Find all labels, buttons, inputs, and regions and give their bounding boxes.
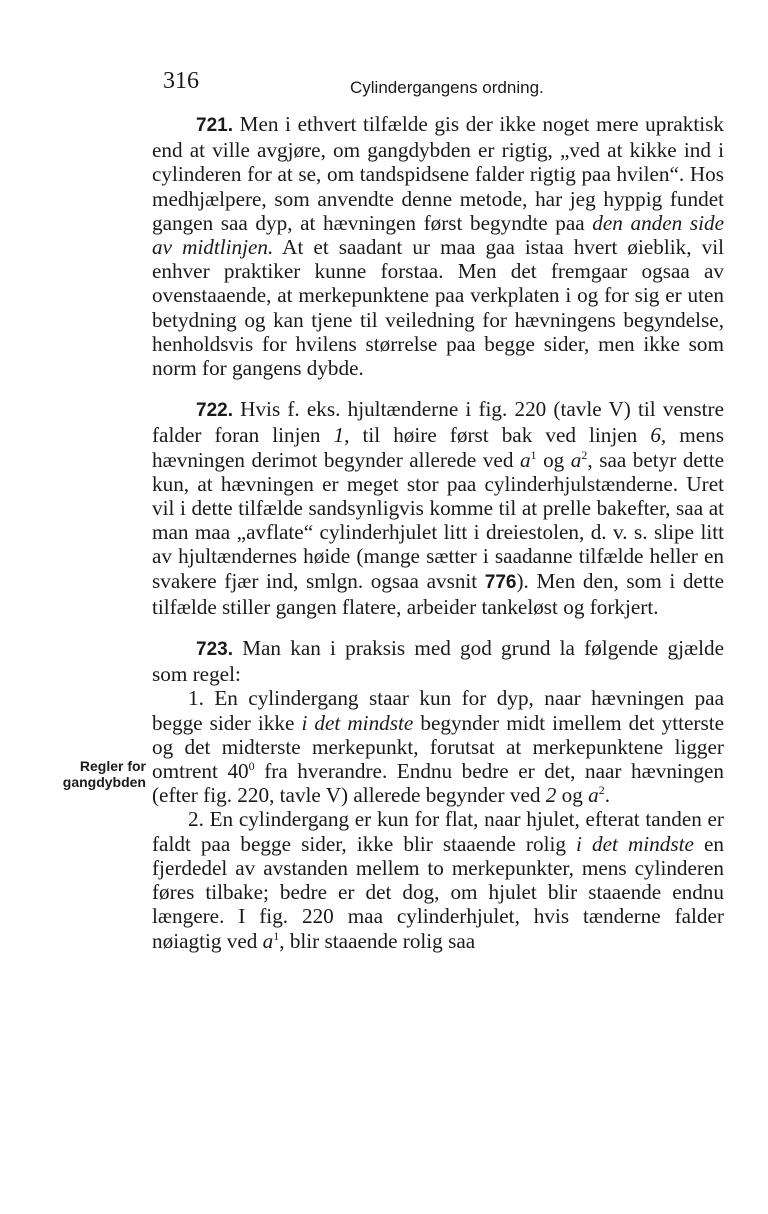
paragraph-723: [152, 636, 724, 686]
italic-text: a: [588, 783, 599, 808]
text: en fjerdedel av avstanden mellem to merkepunkter, mens cylinderen føres tilbake; bedre er det dog, om hjulet blir staaende endnu længere. I fig. 220 maa cylinderhjulet, hvis tænderne falder nøiagtig ved: [152, 831, 724, 953]
paragraph-722: [152, 397, 724, 619]
text: , blir staaende rolig saa: [279, 928, 476, 953]
rule-1: [152, 686, 724, 807]
section-number-723: 723.: [196, 639, 233, 661]
section-reference: 776: [484, 571, 517, 593]
superscript: 2: [581, 447, 588, 462]
italic-text: 2: [545, 783, 557, 808]
text: og: [556, 783, 589, 808]
page-number: 316: [163, 68, 199, 94]
italic-text: a: [519, 447, 531, 472]
italic-text: a: [570, 447, 582, 472]
section-number-721: 721.: [196, 115, 233, 136]
paragraph-721: [152, 112, 724, 380]
text: fra hverandre. Endnu bedre er det, naar hævningen (efter fig. 220, tavle V) allerede begynder ved: [152, 759, 724, 808]
text: .: [604, 783, 611, 808]
text: Hvis f. eks. hjultænderne i fig. 220 (tavle V) til venstre falder foran linjen: [152, 397, 724, 448]
text: mens hævningen derimot begynder allerede ved: [152, 423, 725, 472]
text-block: [152, 112, 724, 953]
text: 2. En cylindergang er kun for flat, naar hjulet, efterat tanden er faldt paa begge sider, ikke blir staaende rolig: [152, 807, 724, 856]
running-head: Cylindergangens ordning.: [350, 78, 544, 97]
italic-text: i det mindste: [301, 710, 414, 735]
degree-mark: 0: [248, 759, 255, 774]
superscript: 1: [273, 928, 280, 943]
superscript: 1: [530, 447, 537, 462]
text: til høire først bak ved linjen: [349, 423, 651, 448]
rule-2: [152, 807, 724, 952]
text: og: [536, 447, 571, 472]
italic-text: 1,: [333, 423, 350, 448]
margin-note-line-1: Regler for: [79, 758, 146, 774]
margin-note: [50, 758, 146, 790]
italic-text: a: [262, 928, 274, 953]
margin-note-line-2: gangdybden: [62, 774, 146, 790]
italic-text: den anden side av midtlinjen.: [152, 210, 724, 260]
italic-text: i det mindste: [576, 831, 694, 856]
text: Men i ethvert tilfælde gis der ikke noget mere upraktisk end at ville avgjøre, om gangdybden er rigtig, „ved at kikke ind i cylinderen for at se, om tandspidsene falder rigtig paa hvilen“. Hos medhjælpere, som anvendte denne metode, har jeg hyppig fundet gangen saa dyp, at hævningen først begyndte paa: [152, 112, 724, 235]
text: 1. En cylindergang staar kun for dyp, naar hævningen paa begge sider ikke: [152, 686, 724, 735]
text: At et saadant ur maa gaa istaa hvert øieblik, vil enhver praktiker kunne forstaa. Men det fremgaar ogsaa av ovenstaaende, at merkepunktene paa verkplaten i og for sig er uten betydning og kan tjene til veiledning for hævningens begyndelse, henholdsvis for hvilens størrelse paa begge sider, men ikke som norm for gangens dybde.: [152, 235, 724, 381]
text: , saa betyr dette kun, at hævningen er meget stor paa cylinderhjulstænderne. Uret vil i dette tilfælde sandsynligvis komme til at prelle bakefter, saa at man maa „avflate“ cylinderhjulet litt i dreiestolen, d. v. s. slipe litt av hjultændernes høide (mange sætter i saadanne tilfælde heller en svakere fjær ind, smlgn. ogsaa avsnit: [152, 447, 724, 593]
text: begynder midt imellem det ytterste og det midterste merkepunkt, forutsat at merkepunktene ligger omtrent 40: [152, 710, 724, 784]
text: ). Men den, som i dette tilfælde stiller gangen flatere, arbeider tankeløst og forkjert.: [152, 568, 724, 619]
superscript: 2: [598, 783, 605, 798]
text: Man kan i praksis med god grund la følgende gjælde som regel:: [152, 636, 724, 687]
section-number-722: 722.: [196, 400, 233, 422]
italic-text: 6,: [650, 423, 667, 448]
